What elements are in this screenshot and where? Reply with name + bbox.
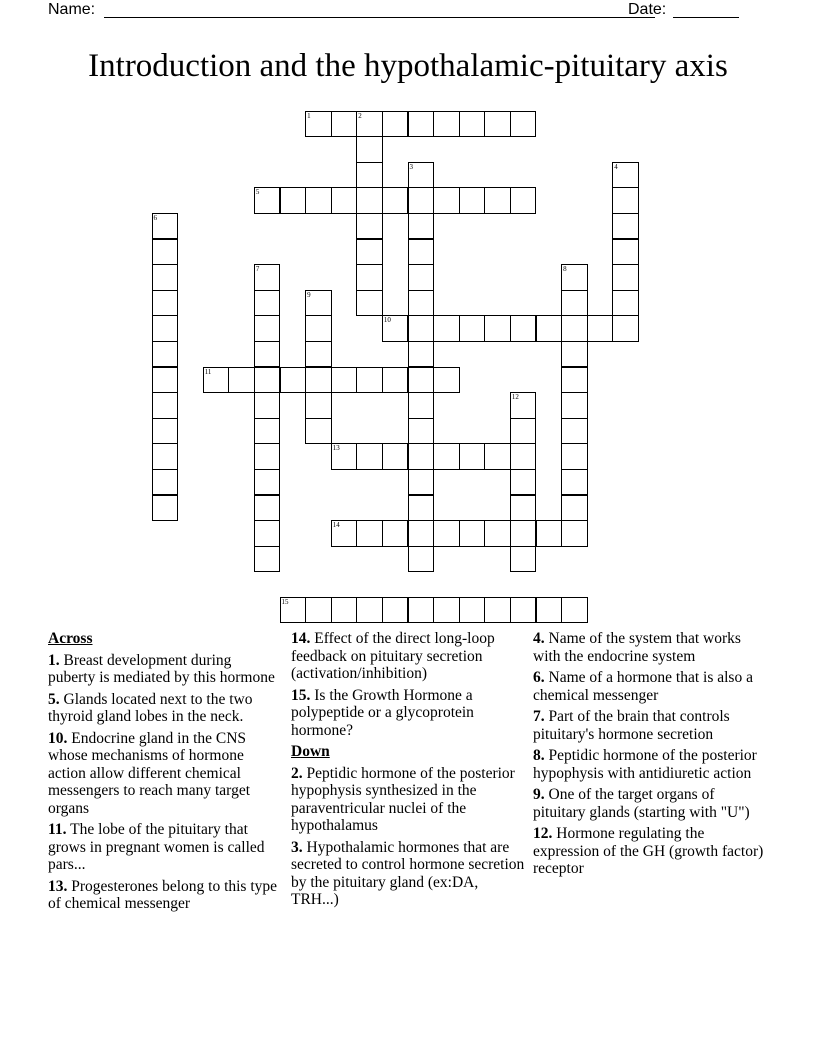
clue-item-number: 11. [48, 821, 67, 838]
clue-item-number: 10. [48, 729, 68, 747]
clue-item-text: Breast development during puberty is mediated by this hormone [48, 651, 275, 686]
grid-cell[interactable] [331, 111, 358, 138]
grid-cell[interactable] [612, 264, 639, 291]
clue-number: 9 [307, 290, 311, 299]
grid-cell[interactable] [152, 290, 179, 317]
grid-cell[interactable] [459, 187, 486, 214]
grid-cell[interactable] [152, 264, 179, 291]
grid-cell[interactable] [408, 469, 435, 496]
grid-cell[interactable] [408, 392, 435, 419]
across-clue-list [48, 652, 280, 913]
clue-item-number: 9. [533, 786, 545, 803]
grid-cell[interactable] [561, 520, 588, 547]
grid-cell[interactable] [254, 495, 281, 522]
clue-item-number: 4. [533, 630, 545, 647]
grid-cell[interactable] [459, 315, 486, 342]
grid-cell[interactable] [510, 469, 537, 496]
clue-item [48, 821, 280, 874]
grid-cell[interactable] [356, 213, 383, 240]
grid-cell[interactable] [612, 290, 639, 317]
grid-cell[interactable] [152, 213, 179, 240]
clue-number: 13 [332, 444, 340, 453]
clue-item-number: 8. [533, 747, 545, 764]
grid-cell[interactable] [459, 443, 486, 470]
grid-cell[interactable] [254, 469, 281, 496]
clue-item [48, 878, 280, 913]
grid-cell[interactable] [254, 443, 281, 470]
grid-cell[interactable] [433, 597, 460, 624]
clues-column-2 [291, 630, 529, 913]
grid-cell[interactable] [254, 392, 281, 419]
grid-cell[interactable] [408, 213, 435, 240]
clue-number: 7 [255, 265, 260, 274]
grid-cell[interactable] [561, 367, 588, 394]
down-clue-list [291, 765, 529, 909]
grid-cell[interactable] [408, 290, 435, 317]
grid-cell[interactable] [356, 187, 383, 214]
grid-cell[interactable] [382, 367, 409, 394]
clue-item-number: 14. [291, 630, 311, 647]
grid-cell[interactable] [152, 341, 179, 368]
grid-cell[interactable] [408, 418, 435, 445]
grid-cell[interactable] [408, 443, 435, 470]
grid-cell[interactable] [305, 111, 332, 138]
grid-cell[interactable] [510, 443, 537, 470]
down-clue-list-continued [533, 630, 769, 878]
clue-item [291, 630, 529, 683]
clue-number: 14 [332, 521, 340, 530]
clue-number: 1 [307, 111, 311, 120]
grid-cell[interactable] [484, 315, 511, 342]
clue-item [291, 687, 529, 740]
clue-item-text: Peptidic hormone of the posterior hypophysis with antidiuretic action [533, 747, 757, 782]
clue-item-text: Hypothalamic hormones that are secreted to control hormone secretion by the pituitary gland (ex:DA, TRH...) [291, 838, 525, 908]
grid-cell[interactable] [561, 315, 588, 342]
clue-number: 8 [563, 265, 567, 274]
grid-cell[interactable] [382, 315, 409, 342]
clue-item-text: Progesterones belong to this type of chemical messenger [48, 877, 278, 912]
grid-cell[interactable] [152, 315, 179, 342]
clue-item-number: 15. [291, 686, 311, 704]
clue-item-text: Name of the system that works with the endocrine system [533, 630, 741, 665]
grid-cell[interactable] [331, 187, 358, 214]
grid-cell[interactable] [331, 597, 358, 624]
grid-cell[interactable] [356, 111, 383, 138]
header [48, 0, 748, 22]
grid-cell[interactable] [433, 367, 460, 394]
clue-number: 15 [281, 597, 289, 606]
grid-cell[interactable] [433, 187, 460, 214]
grid-cell[interactable] [408, 111, 435, 138]
grid-cell[interactable] [356, 443, 383, 470]
grid-cell[interactable] [561, 597, 588, 624]
grid-cell[interactable] [305, 290, 332, 317]
grid-cell[interactable] [305, 392, 332, 419]
grid-cell[interactable] [152, 418, 179, 445]
grid-cell[interactable] [331, 367, 358, 394]
clue-item [291, 839, 529, 909]
clue-item-number: 2. [291, 764, 303, 782]
clue-item [533, 786, 769, 821]
clue-item-text: Glands located next to the two thyroid gland lobes in the neck. [48, 690, 253, 725]
grid-cell[interactable] [510, 520, 537, 547]
grid-cell[interactable] [152, 443, 179, 470]
grid-cell[interactable] [356, 597, 383, 624]
date-label: Date: [628, 1, 667, 18]
grid-cell[interactable] [510, 546, 537, 573]
grid-cell[interactable] [408, 162, 435, 189]
grid-cell[interactable] [433, 315, 460, 342]
grid-cell[interactable] [228, 367, 255, 394]
grid-cell[interactable] [536, 597, 563, 624]
grid-cell[interactable] [356, 136, 383, 163]
clue-item-text: Effect of the direct long-loop feedback on pituitary secretion (activation/inhibition) [291, 630, 495, 682]
clue-number: 10 [383, 316, 391, 325]
grid-cell[interactable] [254, 290, 281, 317]
grid-cell[interactable] [382, 111, 409, 138]
page-title: Introduction and the hypothalamic-pituitary axis [88, 48, 728, 84]
grid-cell[interactable] [305, 597, 332, 624]
clue-item-number: 13. [48, 877, 68, 895]
grid-cell[interactable] [408, 520, 435, 547]
clue-item [48, 652, 280, 687]
clue-number: 4 [614, 162, 618, 171]
grid-cell[interactable] [382, 520, 409, 547]
grid-cell[interactable] [484, 111, 511, 138]
down-heading: Down [291, 743, 330, 760]
grid-cell[interactable] [408, 315, 435, 342]
grid-cell[interactable] [152, 239, 179, 266]
grid-cell[interactable] [254, 341, 281, 368]
grid-cell[interactable] [612, 315, 639, 342]
name-label: Name: [48, 1, 96, 18]
across-clue-list-continued [291, 630, 529, 739]
grid-cell[interactable] [510, 597, 537, 624]
grid-cell[interactable] [612, 187, 639, 214]
grid-cell[interactable] [510, 392, 537, 419]
grid-cell[interactable] [356, 290, 383, 317]
clue-item-number: 3. [291, 838, 303, 856]
grid-cell[interactable] [254, 315, 281, 342]
grid-cell[interactable] [408, 597, 435, 624]
grid-cell[interactable] [254, 367, 281, 394]
clue-number: 5 [255, 188, 260, 197]
grid-cell[interactable] [561, 392, 588, 419]
grid-cell[interactable] [433, 520, 460, 547]
grid-cell[interactable] [408, 495, 435, 522]
clue-number: 12 [511, 393, 519, 402]
grid-cell[interactable] [203, 367, 230, 394]
grid-cell[interactable] [305, 187, 332, 214]
grid-cell[interactable] [382, 597, 409, 624]
grid-cell[interactable] [356, 367, 383, 394]
grid-cell[interactable] [152, 469, 179, 496]
grid-cell[interactable] [331, 443, 358, 470]
grid-cell[interactable] [408, 187, 435, 214]
grid-cell[interactable] [305, 418, 332, 445]
grid-cell[interactable] [433, 111, 460, 138]
grid-cell[interactable] [459, 111, 486, 138]
grid-cell[interactable] [152, 495, 179, 522]
grid-cell[interactable] [331, 520, 358, 547]
grid-cell[interactable] [561, 418, 588, 445]
grid-cell[interactable] [382, 187, 409, 214]
grid-cell[interactable] [561, 290, 588, 317]
grid-cell[interactable] [254, 546, 281, 573]
clue-item [48, 730, 280, 818]
grid-cell[interactable] [484, 520, 511, 547]
grid-cell[interactable] [152, 392, 179, 419]
clues-column-1 [48, 630, 280, 917]
name-field-line[interactable] [104, 17, 655, 18]
grid-cell[interactable] [612, 239, 639, 266]
grid-cell[interactable] [356, 162, 383, 189]
clue-item-text: Hormone regulating the expression of the GH (growth factor) receptor [533, 825, 764, 877]
clue-item [533, 825, 769, 878]
grid-cell[interactable] [459, 520, 486, 547]
grid-cell[interactable] [484, 187, 511, 214]
grid-cell[interactable] [433, 443, 460, 470]
grid-cell[interactable] [612, 213, 639, 240]
grid-cell[interactable] [408, 341, 435, 368]
grid-cell[interactable] [305, 341, 332, 368]
grid-cell[interactable] [254, 418, 281, 445]
date-field-line[interactable] [673, 17, 739, 18]
grid-cell[interactable] [561, 341, 588, 368]
grid-cell[interactable] [510, 418, 537, 445]
grid-cell[interactable] [536, 315, 563, 342]
grid-cell[interactable] [305, 315, 332, 342]
clue-item-text: The lobe of the pituitary that grows in pregnant women is called pars... [48, 821, 265, 873]
clue-item [291, 765, 529, 835]
grid-cell[interactable] [561, 469, 588, 496]
clue-item [533, 708, 769, 743]
clues-column-3 [533, 630, 769, 882]
clue-number: 6 [153, 213, 157, 222]
clue-item-text: Peptidic hormone of the posterior hypophysis synthesized in the paraventricular nuclei of the hypothalamus [291, 764, 515, 834]
grid-cell[interactable] [561, 264, 588, 291]
clue-item [48, 691, 280, 726]
clue-number: 11 [204, 367, 212, 376]
grid-cell[interactable] [510, 187, 537, 214]
grid-cell[interactable] [408, 264, 435, 291]
grid-cell[interactable] [152, 367, 179, 394]
grid-cell[interactable] [587, 315, 614, 342]
grid-cell[interactable] [382, 443, 409, 470]
grid-cell[interactable] [459, 597, 486, 624]
clue-item-number: 1. [48, 651, 60, 669]
clue-item-number: 6. [533, 669, 545, 686]
grid-cell[interactable] [484, 597, 511, 624]
clue-item-text: One of the target organs of pituitary glands (starting with "U") [533, 786, 750, 821]
clue-item-number: 5. [48, 690, 60, 708]
grid-cell[interactable] [408, 239, 435, 266]
across-heading: Across [48, 630, 93, 647]
grid-cell[interactable] [510, 111, 537, 138]
clue-item-text: Name of a hormone that is also a chemical messenger [533, 669, 753, 704]
clue-item [533, 747, 769, 782]
clue-item [533, 669, 769, 704]
grid-cell[interactable] [254, 187, 281, 214]
grid-cell[interactable] [305, 367, 332, 394]
grid-cell[interactable] [561, 495, 588, 522]
grid-cell[interactable] [280, 187, 307, 214]
clue-item-number: 12. [533, 825, 553, 842]
grid-cell[interactable] [536, 520, 563, 547]
clue-number: 3 [409, 162, 413, 171]
grid-cell[interactable] [280, 597, 307, 624]
grid-cell[interactable] [254, 520, 281, 547]
grid-cell[interactable] [408, 367, 435, 394]
clue-item-text: Is the Growth Hormone a polypeptide or a glycoprotein hormone? [291, 686, 474, 739]
grid-cell[interactable] [356, 520, 383, 547]
grid-cell[interactable] [356, 239, 383, 266]
grid-cell[interactable] [510, 315, 537, 342]
grid-cell[interactable] [408, 546, 435, 573]
grid-cell[interactable] [280, 367, 307, 394]
clue-item [533, 630, 769, 665]
clue-item-number: 7. [533, 708, 545, 725]
grid-cell[interactable] [561, 443, 588, 470]
grid-cell[interactable] [254, 264, 281, 291]
clue-number: 2 [358, 111, 362, 120]
clue-item-text: Part of the brain that controls pituitary's hormone secretion [533, 708, 730, 743]
grid-cell[interactable] [612, 162, 639, 189]
grid-cell[interactable] [510, 495, 537, 522]
grid-cell[interactable] [484, 443, 511, 470]
grid-cell[interactable] [356, 264, 383, 291]
clue-item-text: Endocrine gland in the CNS whose mechanisms of hormone action allow different chemical messengers to reach many target organs [48, 729, 250, 817]
